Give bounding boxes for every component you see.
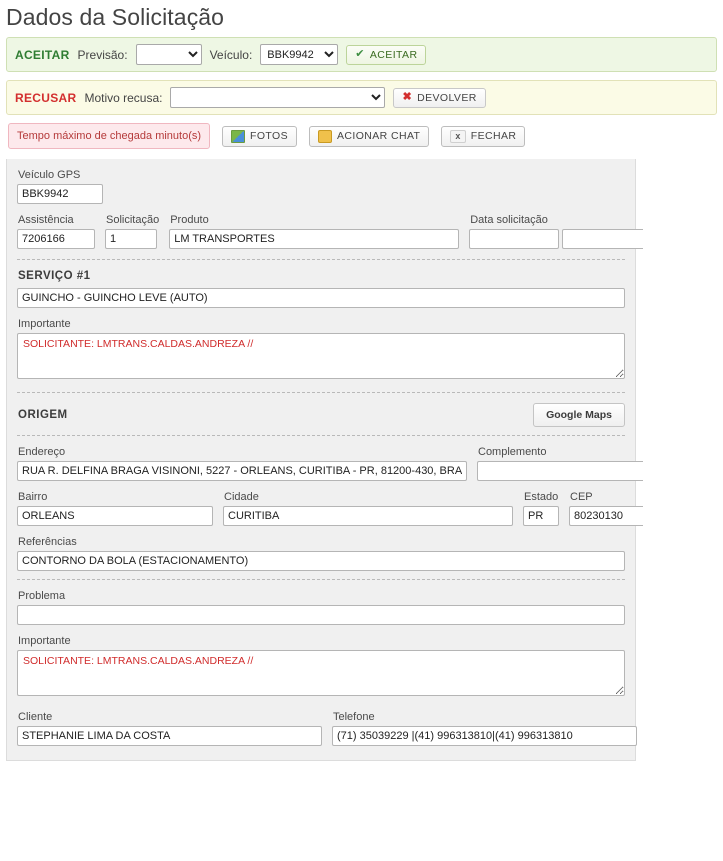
x-icon: x bbox=[450, 130, 465, 143]
bairro-group bbox=[17, 491, 213, 526]
divider bbox=[17, 392, 625, 393]
google-maps-button[interactable]: Google Maps bbox=[533, 403, 625, 427]
endereco-label: Endereço bbox=[18, 446, 66, 459]
cliente-input[interactable] bbox=[17, 726, 322, 746]
red-x-icon: ✖ bbox=[402, 91, 413, 103]
tempo-maximo-alert: Tempo máximo de chegada minuto(s) bbox=[8, 123, 210, 149]
previsao-select[interactable] bbox=[136, 44, 202, 65]
check-icon: ✔ bbox=[355, 48, 365, 60]
fechar-button-label: FECHAR bbox=[470, 130, 517, 143]
estado-group bbox=[523, 491, 559, 526]
referencias-label: Referências bbox=[18, 536, 77, 549]
problema-input[interactable] bbox=[17, 605, 625, 625]
veiculo-label: Veículo: bbox=[209, 47, 253, 62]
cliente-label: Cliente bbox=[18, 711, 53, 724]
assistencia-row bbox=[17, 214, 625, 249]
devolver-button[interactable] bbox=[393, 88, 485, 108]
divider bbox=[17, 435, 625, 436]
data-solicitacao-label: Data solicitação bbox=[470, 214, 548, 227]
importante-textarea[interactable] bbox=[17, 333, 625, 379]
cliente-row bbox=[17, 711, 625, 746]
acionar-chat-button-label: ACIONAR CHAT bbox=[337, 130, 421, 143]
endereco-input[interactable] bbox=[17, 461, 467, 481]
cliente-group bbox=[17, 711, 322, 746]
motivo-recusa-label: Motivo recusa: bbox=[84, 90, 163, 105]
bairro-label: Bairro bbox=[18, 491, 48, 504]
bairro-row bbox=[17, 491, 625, 526]
servico-input[interactable] bbox=[17, 288, 625, 308]
problema-label: Problema bbox=[18, 590, 66, 603]
servico-section-title: SERVIÇO #1 bbox=[18, 270, 91, 283]
chat-icon bbox=[318, 130, 332, 143]
origem-header bbox=[17, 403, 625, 427]
solicitacao-label: Solicitação bbox=[106, 214, 160, 227]
estado-label: Estado bbox=[524, 491, 559, 504]
previsao-label: Previsão: bbox=[77, 47, 128, 62]
cep-label: CEP bbox=[570, 491, 593, 504]
veiculo-select[interactable] bbox=[260, 44, 338, 65]
devolver-button-label: DEVOLVER bbox=[417, 91, 477, 104]
telefone-group bbox=[332, 711, 637, 746]
photo-icon bbox=[231, 130, 245, 143]
produto-group bbox=[169, 214, 459, 249]
data-solicitacao-date-input[interactable] bbox=[469, 229, 559, 249]
data-solicitacao-group bbox=[469, 214, 652, 249]
problema-group bbox=[17, 590, 625, 625]
accept-bar-label: ACEITAR bbox=[15, 47, 70, 62]
motivo-recusa-select[interactable] bbox=[170, 87, 385, 108]
bairro-input[interactable] bbox=[17, 506, 213, 526]
produto-input[interactable] bbox=[169, 229, 459, 249]
solicitacao-group bbox=[105, 214, 159, 249]
page-right-margin bbox=[643, 160, 723, 861]
referencias-input[interactable] bbox=[17, 551, 625, 571]
refuse-bar bbox=[6, 80, 717, 115]
cep-group bbox=[569, 491, 654, 526]
importante2-label: Importante bbox=[18, 635, 71, 648]
cep-input[interactable] bbox=[569, 506, 654, 526]
fechar-button[interactable] bbox=[441, 126, 525, 147]
cidade-input[interactable] bbox=[223, 506, 513, 526]
complemento-group bbox=[477, 446, 647, 481]
data-solicitacao-time-input[interactable] bbox=[562, 229, 652, 249]
assistencia-input[interactable] bbox=[17, 229, 95, 249]
data-solicitacao-inputs bbox=[469, 229, 652, 249]
importante2-textarea[interactable] bbox=[17, 650, 625, 696]
solicitacao-input[interactable] bbox=[105, 229, 157, 249]
divider bbox=[17, 579, 625, 580]
veiculo-gps-label: Veículo GPS bbox=[18, 169, 81, 182]
complemento-label: Complemento bbox=[478, 446, 547, 459]
solicitacao-form-panel bbox=[6, 159, 636, 761]
refuse-bar-label: RECUSAR bbox=[15, 90, 77, 105]
fotos-button-label: FOTOS bbox=[250, 130, 289, 143]
acionar-chat-button[interactable] bbox=[309, 126, 429, 147]
complemento-input[interactable] bbox=[477, 461, 647, 481]
cidade-label: Cidade bbox=[224, 491, 259, 504]
importante-label: Importante bbox=[18, 318, 71, 331]
produto-label: Produto bbox=[170, 214, 209, 227]
origem-section-title: ORIGEM bbox=[18, 409, 68, 422]
telefone-input[interactable] bbox=[332, 726, 637, 746]
veiculo-gps-input[interactable] bbox=[17, 184, 103, 204]
fotos-button[interactable] bbox=[222, 126, 297, 147]
endereco-group bbox=[17, 446, 467, 481]
estado-input[interactable] bbox=[523, 506, 559, 526]
veiculo-gps-group bbox=[17, 169, 625, 204]
divider bbox=[17, 259, 625, 260]
aceitar-button-label: ACEITAR bbox=[369, 48, 418, 61]
aceitar-button[interactable] bbox=[346, 45, 426, 65]
page-title: Dados da Solicitação bbox=[6, 4, 225, 30]
action-toolbar bbox=[6, 123, 717, 149]
assistencia-group bbox=[17, 214, 95, 249]
assistencia-label: Assistência bbox=[18, 214, 74, 227]
referencias-group bbox=[17, 536, 625, 571]
accept-bar bbox=[6, 37, 717, 72]
cidade-group bbox=[223, 491, 513, 526]
endereco-row bbox=[17, 446, 625, 481]
telefone-label: Telefone bbox=[333, 711, 375, 724]
